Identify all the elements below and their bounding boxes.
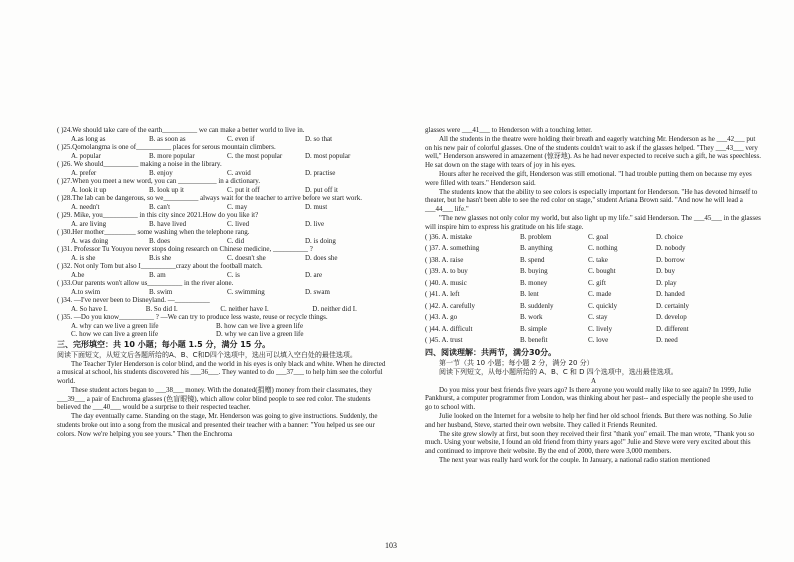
cloze-option-a: ( )38. A. raise — [425, 255, 464, 264]
option-c: C. lived — [227, 219, 250, 228]
cloze-option-b: B. suddenly — [520, 301, 554, 310]
cloze-option-c: C. take — [588, 255, 608, 264]
question-item — [57, 211, 387, 228]
question-stem: ( )28.The lab can be dangerous, so we__________ always wait for the teacher to arrive before we start work. — [57, 194, 362, 202]
cloze-option-row — [425, 255, 762, 267]
option-c: C. even if — [227, 134, 255, 143]
question-options — [57, 135, 387, 144]
cloze-option-row — [425, 301, 762, 313]
section-4-title: 四、阅读理解：共两节，满分30分。 — [425, 347, 557, 357]
passage-paragraph: Hours after he received the gift, Henderson was still emotional. "I had trouble putting them on because my eyes were filled with tears." Henderson said. — [425, 169, 752, 187]
option-d: D. are — [305, 270, 323, 279]
cloze-option-d: D. borrow — [656, 255, 685, 264]
cloze-option-d: D. different — [656, 324, 689, 333]
question-options — [57, 186, 387, 195]
question-stem: ( )31. Professor Tu Youyou never stops doing research on Chinese medicine, __________ ? — [57, 245, 313, 253]
option-b: B. look up it — [149, 185, 185, 194]
reading-passage-a — [425, 386, 762, 465]
option-a: A. why can we live a green life — [71, 321, 159, 330]
question-stem: ( )25.Qomolangma is one of__________ places for serous mountain climbers. — [57, 143, 276, 151]
option-d: D. so that — [305, 134, 333, 143]
section-3-title: 三、完形填空：共 10 小题；每小题 1.5 分，满分 15 分。 — [57, 339, 271, 349]
option-c: C. how we can live a green life — [71, 330, 159, 338]
option-d: D. most popular — [305, 151, 351, 160]
section-4-part-1: 第一节（共 10 小题；每小题 2 分，满分 20 分） — [439, 358, 594, 367]
cloze-option-c: C. quickly — [588, 301, 618, 310]
cloze-option-a: ( )36. A. mistake — [425, 232, 472, 241]
question-35 — [57, 313, 387, 339]
question-item — [57, 262, 387, 279]
option-b: B. more popular — [149, 151, 195, 160]
cloze-option-row — [425, 335, 762, 347]
question-options — [57, 152, 387, 161]
option-c: C. put it off — [227, 185, 260, 194]
question-options — [57, 322, 387, 331]
cloze-option-c: C. stay — [588, 313, 608, 322]
option-d: D. practise — [305, 168, 336, 177]
question-options — [57, 254, 387, 263]
passage-paragraph: glasses were ___41___ to Henderson with a touching letter. — [425, 126, 592, 134]
cloze-option-b: B. anything — [520, 244, 553, 253]
cloze-option-a: ( )41. A. left — [425, 290, 460, 299]
cloze-option-c: C. love — [588, 336, 609, 345]
option-a: A. popular — [71, 151, 101, 160]
section-4-instruction: 阅读下列短文，从每小题所给的 A、B、C 和 D 四个选项中，选出最佳选项。 — [439, 367, 678, 376]
cloze-option-a: ( )39. A. to buy — [425, 267, 468, 276]
cloze-option-d: D. need — [656, 336, 678, 345]
option-d: D. put off it — [305, 185, 338, 194]
cloze-option-b: B. work — [520, 313, 543, 322]
option-d: D. why we can live a green life — [216, 330, 304, 338]
option-c: C. doesn't she — [227, 253, 266, 262]
cloze-option-row — [425, 289, 762, 301]
question-stem: ( )32. Not only Tom but also I__________crazy about the football match. — [57, 262, 263, 270]
cloze-option-d: D. certainly — [656, 301, 690, 310]
question-item — [57, 245, 387, 262]
passage-paragraph: The site grew slowly at first, but soon they received their first "thank you" email. The man wrote, "Thank you so much. Using your website, I found an old friend from thirty years ago!" Julie and Steve were very excited about this and continued to improve their website. By the end of 2000, there were 3,000 members. — [425, 429, 755, 456]
cloze-option-row — [425, 243, 762, 255]
cloze-option-a: ( )42. A. carefully — [425, 301, 475, 310]
option-d: D. must — [305, 202, 328, 211]
option-c: C. did — [227, 236, 245, 245]
cloze-option-b: B. problem — [520, 232, 552, 241]
question-options — [57, 305, 387, 314]
cloze-option-b: B. simple — [520, 324, 547, 333]
cloze-option-c: C. nothing — [588, 244, 618, 253]
question-stem: ( )33.Our parents won't allow us__________ in the river alone. — [57, 279, 234, 287]
passage-letter: A — [590, 376, 597, 385]
cloze-option-a: ( )43. A. go — [425, 313, 458, 322]
cloze-option-b: B. buying — [520, 267, 548, 276]
option-b: B.is she — [149, 253, 172, 262]
option-a: A.be — [71, 270, 85, 279]
question-item — [57, 279, 387, 296]
option-a: A. So have I. — [71, 304, 108, 313]
option-b: B. as soon as — [149, 134, 186, 143]
cloze-option-row — [425, 324, 762, 336]
option-d: D. swam — [305, 287, 330, 296]
question-item — [57, 194, 387, 211]
question-34 — [57, 296, 387, 313]
cloze-option-b: B. money — [520, 278, 548, 287]
option-a: A. prefer — [71, 168, 97, 177]
question-item — [57, 160, 387, 177]
option-c: C. neither have I. — [220, 304, 269, 313]
option-d: D. does she — [305, 253, 338, 262]
passage-paragraph: Do you miss your best friends five years ago? Is there anyone you would really like to see again? In 1999, Julie Pankhurst, a computer programmer from London, was thinking about her past-- and especially the people she used to go to school with. — [425, 385, 754, 412]
question-options — [57, 237, 387, 246]
question-options — [57, 169, 387, 178]
cloze-passage — [57, 360, 387, 439]
passage-paragraph: The students know that the ability to see colors is especially important for Henderson. "He has devoted himself to theater, but he hasn't been able to see the red color on stage," student Ariana Brown said. "And now he will lead a ___44___ life." — [425, 187, 758, 214]
question-options — [57, 203, 387, 212]
passage-paragraph: Julie looked on the Internet for a website to help her find her old school friends. But there was nothing. So Julie and her husband, Steve, started their own website. They called it Friends Reunited. — [425, 411, 752, 429]
option-a: A. look it up — [71, 185, 107, 194]
question-item — [57, 126, 387, 143]
option-a: A. needn't — [71, 202, 100, 211]
question-options — [57, 271, 387, 280]
option-b: B. have lived — [149, 219, 187, 228]
cloze-option-d: D. choice — [656, 232, 683, 241]
option-a: A. was doing — [71, 236, 109, 245]
question-stem: ( )34. —I've never been to Disneyland. —__________ — [57, 296, 210, 304]
cloze-option-c: C. gift — [588, 278, 606, 287]
option-c: C. is — [227, 270, 240, 279]
question-stem: ( )24.We should take care of the earth__________ we can make a better world to live in. — [57, 126, 305, 134]
multiple-choice-questions — [57, 126, 387, 296]
cloze-option-b: B. benefit — [520, 336, 548, 345]
page-number: 103 — [385, 541, 397, 550]
right-column — [425, 126, 762, 465]
passage-paragraph: The Teacher Tyler Henderson is color blind, and the world in his eyes is only black and white. When he directed a musical at school, his students discovered his ___36___. They wanted to do ___37___ to help him see the colorful world. — [57, 359, 386, 386]
option-b: B. can't — [149, 202, 171, 211]
question-stem: ( )26. We should__________ making a noise in the library. — [57, 160, 222, 168]
cloze-option-a: ( )37. A. something — [425, 244, 480, 253]
cloze-option-c: C. bought — [588, 267, 616, 276]
cloze-passage-continued — [425, 126, 762, 232]
cloze-option-b: B. spend — [520, 255, 545, 264]
question-item — [57, 228, 387, 245]
cloze-option-a: ( )45. A. trust — [425, 336, 463, 345]
question-options — [57, 288, 387, 297]
passage-paragraph: The next year was really hard work for the couple. In January, a national radio station mentioned — [439, 455, 710, 464]
option-c: C. the most popular — [227, 151, 283, 160]
cloze-option-d: D. play — [656, 278, 677, 287]
cloze-option-row — [425, 232, 762, 244]
question-stem: ( )29. Mike, you__________ in this city since 2021.How do you like it? — [57, 211, 259, 219]
question-stem: ( )27.When you meet a new word, you can ___________ in a dictionary. — [57, 177, 261, 185]
option-c: C. avoid — [227, 168, 251, 177]
cloze-option-row — [425, 312, 762, 324]
passage-paragraph: "The new glasses not only color my world, but also light up my life." said Henderson. The ___45___ in the glasses will inspire him to express his gratitude on his life stage. — [425, 213, 761, 231]
cloze-option-b: B. lent — [520, 290, 539, 299]
option-b: B. So did I. — [145, 304, 178, 313]
cloze-option-d: D. buy — [656, 267, 676, 276]
question-options — [57, 220, 387, 229]
option-a: A. are living — [71, 219, 107, 228]
section-3-instruction: 阅读下面短文，从短文后各题所给的A、B、C和D四个选项中，选出可以填入空白处的最佳选项。 — [57, 350, 357, 359]
question-stem: ( )35. —Do you know__________ ? —We can try to produce less waste, reuse or recycle things. — [57, 313, 328, 321]
option-b: B. am — [149, 270, 166, 279]
passage-paragraph: All the students in the theatre were holding their breath and eagerly watching Mr. Henderson as he ___42___ put on his new pair of colorful glasses. One of the students couldn't wait to ask if the glasses helped. "They ___43___ very well," Henderson answered in amazement (惊讶地). As he had never expected to receive such a gift, he was speechless. He sat down on the stage with tears of joy in his eyes. — [425, 134, 762, 170]
option-b: B. enjoy — [149, 168, 173, 177]
option-b: B. swim — [149, 287, 173, 296]
option-a: A.to swim — [71, 287, 101, 296]
cloze-option-c: C. goal — [588, 232, 609, 241]
cloze-option-d: D. develop — [656, 313, 687, 322]
option-b: B. does — [149, 236, 170, 245]
passage-paragraph: The day eventually came. Standing on the stage, Mr. Henderson was going to give instructions. Suddenly, the students broke out into a song from the musical and presented their teacher with a banner: "You helped us see our colors. Now we're helping you see yours." Then the Enchroma — [57, 412, 378, 438]
passage-paragraph: These student actors began to ___38___ money. With the donated(捐赠) money from their classmates, they ___39___ a pair of Enchroma glasses (色盲眼镜), which allow color blind people to see red color. The students believed the ___40___ would be a surprise to their respected teacher. — [57, 385, 372, 412]
question-stem: ( )30.Her mother_________ some washing when the telephone rang. — [57, 228, 250, 236]
option-b: B. how can we live a green life — [216, 321, 304, 330]
question-options — [57, 330, 387, 339]
cloze-option-d: D. handed — [656, 290, 685, 299]
left-column — [57, 126, 387, 439]
option-d: D. is doing — [305, 236, 336, 245]
cloze-option-a: ( )44. A. difficult — [425, 324, 473, 333]
option-a: A.as long as — [71, 134, 106, 143]
option-c: C. may — [227, 202, 248, 211]
cloze-option-c: C. made — [588, 290, 612, 299]
option-c: C. swimming — [227, 287, 265, 296]
cloze-option-d: D. nobody — [656, 244, 686, 253]
option-a: A. is she — [71, 253, 96, 262]
cloze-option-row — [425, 278, 762, 290]
option-d: D. neither did I. — [312, 304, 357, 313]
question-item — [57, 177, 387, 194]
cloze-option-a: ( )40. A. music — [425, 278, 467, 287]
question-item — [57, 143, 387, 160]
cloze-options — [425, 232, 762, 347]
cloze-option-row — [425, 266, 762, 278]
option-d: D. live — [305, 219, 325, 228]
cloze-option-c: C. lively — [588, 324, 613, 333]
